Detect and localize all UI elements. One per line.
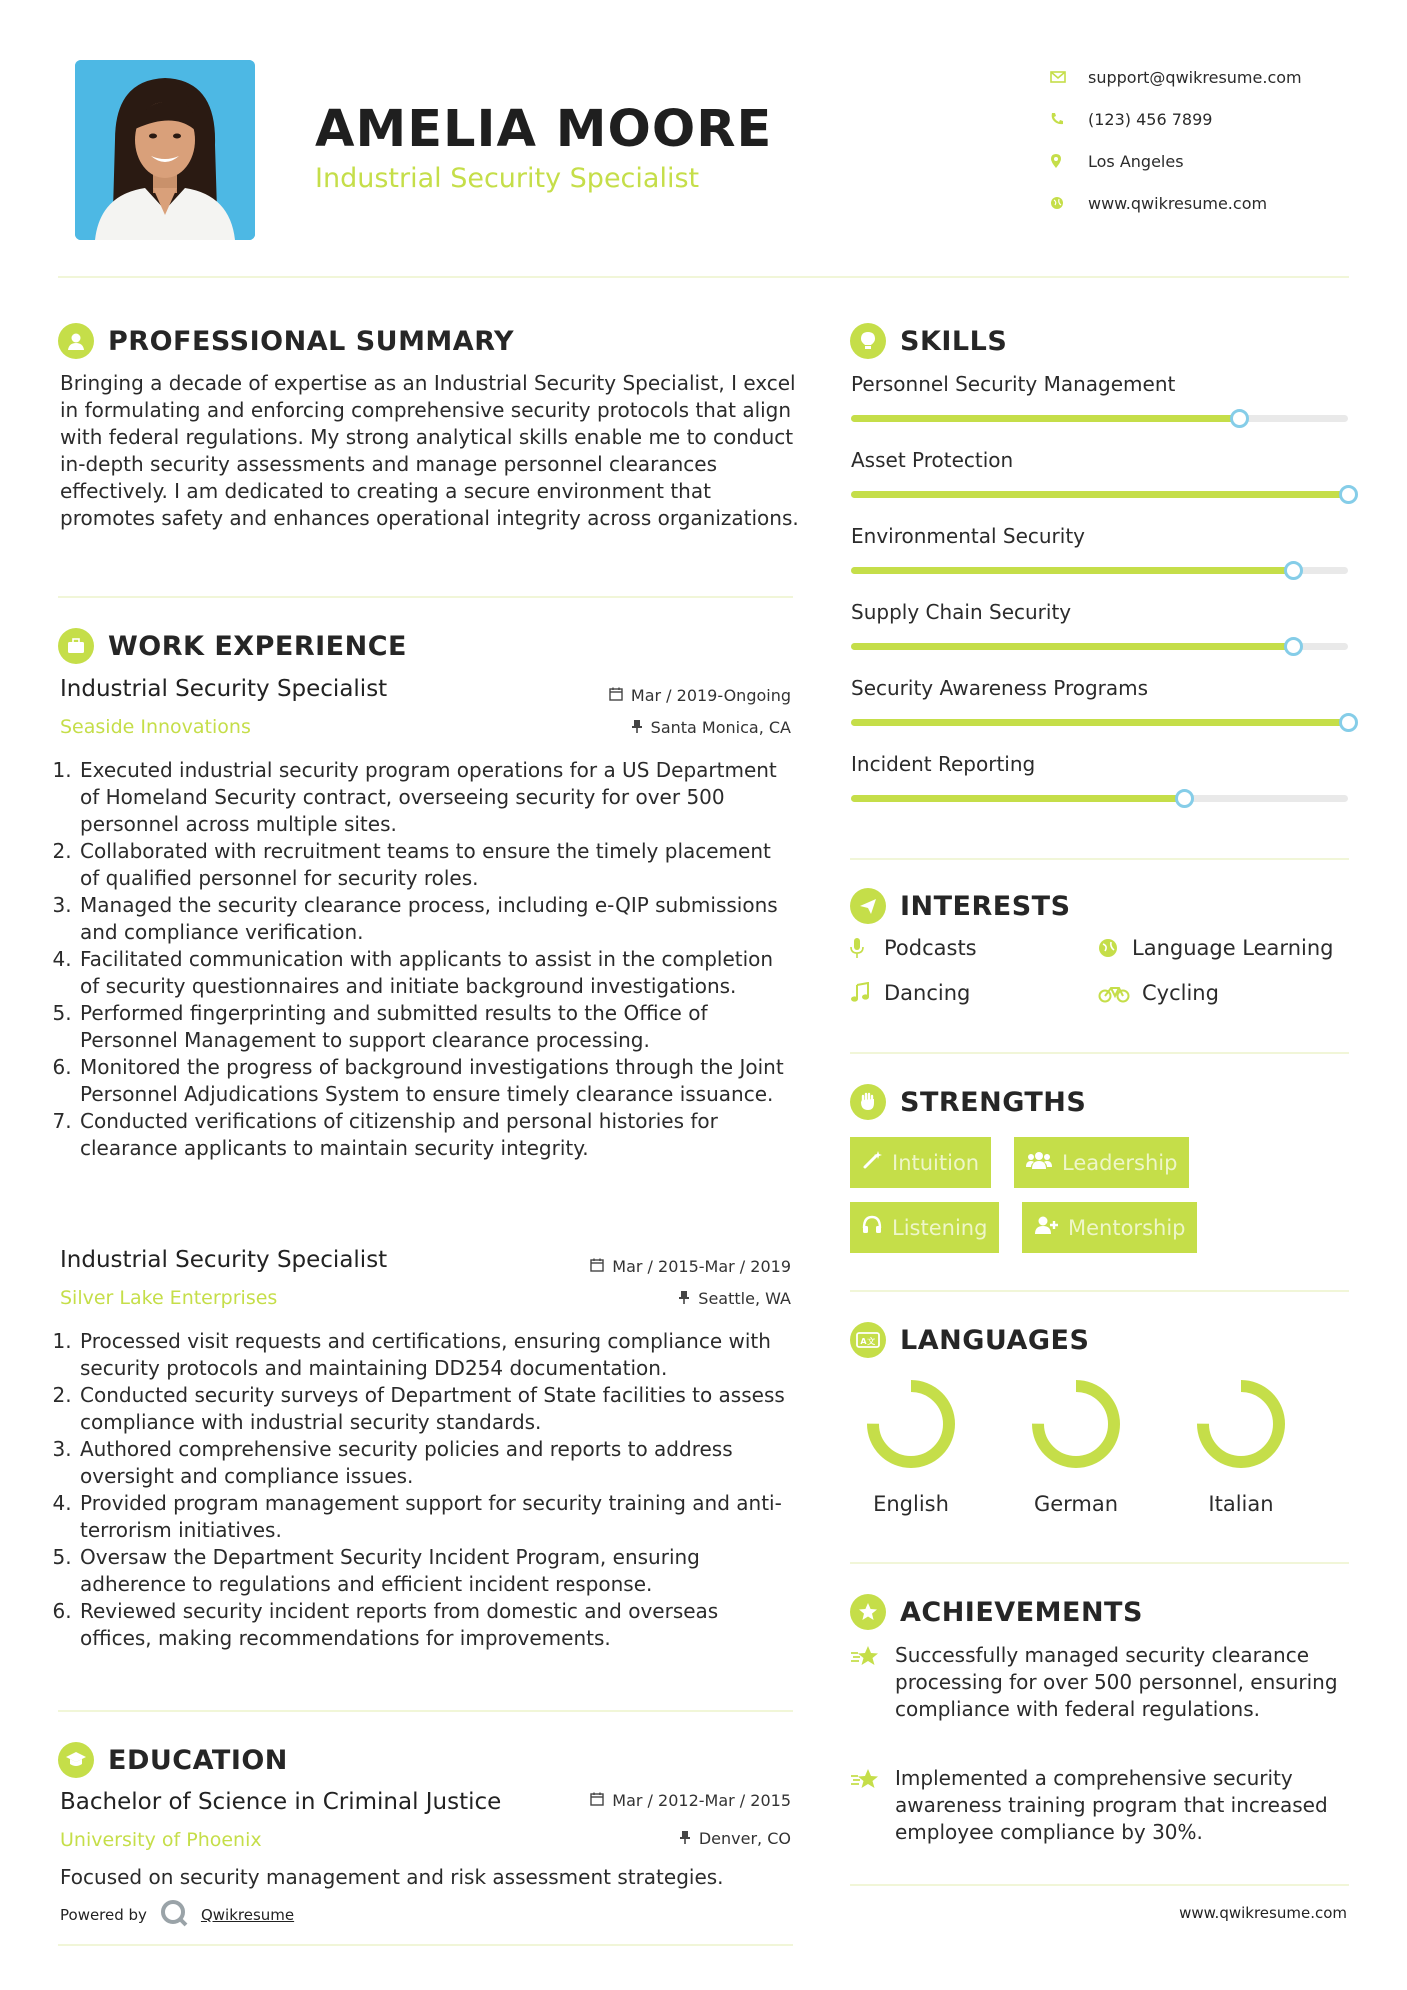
job-1-company: Seaside Innovations [60,716,251,738]
headphones-icon [862,1215,882,1240]
skill-bar [851,719,1348,726]
interests-divider [850,1052,1349,1054]
languages-heading [850,1322,1089,1358]
duty-item: 4. Provided program management support for security training and anti-terrorism initiatives. [78,1490,796,1544]
strengths-heading [850,1084,1086,1120]
microphone-icon [850,937,884,959]
user-plus-icon [1034,1215,1058,1240]
contact-phone-text: (123) 456 7899 [1088,109,1213,129]
strength-mentorship [1022,1202,1197,1253]
experience-heading [58,628,407,664]
skills-divider [850,858,1349,860]
job-1-location [531,718,791,737]
skill-name: Incident Reporting [851,752,1036,776]
duty-item: 1. Executed industrial security program operations for a US Department of Homeland Security contract, overseeing security for over 500 personnel across multiple sites. [78,757,796,838]
magic-wand-icon [862,1150,882,1175]
job-2-dates [511,1257,791,1276]
education-dates-text: Mar / 2012-Mar / 2015 [612,1791,791,1810]
contact-list [1050,56,1380,224]
skill-bar-knob [1284,637,1303,656]
star-icon [850,1642,895,1723]
education-dates [511,1791,791,1810]
language-ring [863,1376,959,1472]
achievement-text-1: Successfully managed security clearance processing for over 500 personnel, ensuring compliance with federal regulations. [895,1643,1338,1721]
education-title: EDUCATION [108,1744,288,1776]
candidate-role: Industrial Security Specialist [315,163,700,194]
strength-listening-label: Listening [892,1215,988,1240]
skill-bar-fill [851,567,1293,574]
duty-item: 6. Reviewed security incident reports from domestic and overseas offices, making recommendations for improvements. [78,1598,796,1652]
interest-cycling-label: Cycling [1142,981,1219,1005]
duty-item: 4. Facilitated communication with applicants to assist in the completion of security questionnaires and initiate background investigations. [78,946,796,1000]
interest-dancing-label: Dancing [884,981,971,1005]
job-2-location [531,1289,791,1308]
language-ring-arc [1203,1386,1279,1462]
star-icon [850,1765,895,1846]
education-description: Focused on security management and risk assessment strategies. [60,1865,724,1889]
skill-bar-fill [851,415,1239,422]
summary-text: Bringing a decade of expertise as an Industrial Security Specialist, I excel in formulating and enforcing comprehensive security protocols that align with federal regulations. My strong analytical skills enable me to conduct in-depth security assessments and manage personnel clearances effectively. I am dedicated to creating a secure environment that promotes safety and enhances operational integrity across organizations. [60,371,799,530]
strength-leadership [1014,1137,1189,1188]
strength-listening [850,1202,999,1253]
language-name: English [873,1492,949,1516]
job-1-duties [56,757,796,1162]
strength-intuition [850,1137,991,1188]
skill-bar-fill [851,719,1348,726]
contact-email[interactable] [1050,56,1380,98]
language-name: German [1033,1492,1119,1516]
skill-bar-fill [851,795,1184,802]
job-2-company: Silver Lake Enterprises [60,1287,278,1309]
language-item [856,1376,966,1516]
contact-location-text: Los Angeles [1088,151,1184,171]
duty-item: 5. Performed fingerprinting and submitted results to the Office of Personnel Management to support clearance processing. [78,1000,796,1054]
phone-icon [1050,112,1088,126]
summary-divider [58,596,793,598]
experience-divider [58,1710,793,1712]
interests-heading [850,888,1071,924]
powered-by-label: Powered by [60,1906,147,1924]
achievement-item-1 [850,1642,1350,1723]
job-1-dates-text: Mar / 2019-Ongoing [630,686,791,705]
contact-location [1050,140,1380,182]
pin-icon [679,1829,691,1848]
interests-title: INTERESTS [900,890,1071,922]
music-note-icon [850,982,884,1004]
pin-icon [631,718,643,737]
graduation-cap-icon [58,1742,94,1778]
education-heading [58,1742,288,1778]
svg-text:A文: A文 [860,1337,876,1346]
job-2-location-text: Seattle, WA [698,1289,791,1308]
strength-leadership-label: Leadership [1062,1150,1178,1175]
duty-item: 2. Conducted security surveys of Department of State facilities to assess compliance with industrial security standards. [78,1382,796,1436]
hand-icon [850,1084,886,1120]
strengths-divider [850,1290,1349,1292]
language-name: Italian [1208,1492,1274,1516]
achievements-divider [850,1884,1349,1886]
interest-cycling [1098,981,1219,1005]
skill-bar [851,643,1348,650]
skill-bar-knob [1230,409,1249,428]
envelope-icon [1050,71,1088,83]
briefcase-icon [58,628,94,664]
interest-language-learning [1098,936,1333,960]
education-school: University of Phoenix [60,1829,262,1851]
education-location-text: Denver, CO [698,1829,791,1848]
language-ring [1193,1376,1289,1472]
portrait-illustration [75,60,255,240]
job-1-dates [531,686,791,705]
skill-bar [851,795,1348,802]
globe-icon [1098,938,1132,958]
skill-name: Asset Protection [851,448,1014,472]
star-badge-icon [850,1594,886,1630]
skill-bar [851,567,1348,574]
duty-item: 7. Conducted verifications of citizenship and personal histories for clearance applicants to maintain security integrity. [78,1108,796,1162]
contact-website-text: www.qwikresume.com [1088,193,1268,213]
contact-phone[interactable] [1050,98,1380,140]
bicycle-icon [1098,983,1142,1003]
summary-title: PROFESSIONAL SUMMARY [108,325,515,357]
language-ring [1028,1376,1124,1472]
duty-item: 3. Authored comprehensive security policies and reports to address oversight and compliance issues. [78,1436,796,1490]
skill-bar-knob [1339,485,1358,504]
skill-bar-knob [1339,713,1358,732]
achievement-text-2: Implemented a comprehensive security awareness training program that increased employee compliance by 30%. [895,1766,1328,1844]
interest-dancing [850,981,970,1005]
skill-name: Supply Chain Security [851,600,1072,624]
language-ring-arc [873,1386,949,1462]
experience-title: WORK EXPERIENCE [108,630,407,662]
achievements-heading [850,1594,1143,1630]
skills-heading [850,323,1007,359]
strengths-title: STRENGTHS [900,1086,1087,1118]
calendar-icon [590,1257,604,1276]
globe-icon [1050,196,1088,210]
duty-item: 2. Collaborated with recruitment teams to ensure the timely placement of qualified personnel for security roles. [78,838,796,892]
education-divider [58,1944,793,1946]
footer-powered-by [60,1898,294,1932]
duty-item: 1. Processed visit requests and certifications, ensuring compliance with security protocols and maintaining DD254 documentation. [78,1328,796,1382]
skill-bar-fill [851,643,1293,650]
interest-podcasts-label: Podcasts [884,936,977,960]
pin-icon [678,1289,690,1308]
education-location [531,1829,791,1848]
qwikresume-logo-icon [159,1898,189,1932]
contact-website[interactable] [1050,182,1380,224]
users-icon [1026,1150,1052,1175]
skill-bar [851,491,1348,498]
skill-bar [851,415,1348,422]
job-2-title: Industrial Security Specialist [60,1247,388,1273]
contact-email-text: support@qwikresume.com [1088,67,1302,87]
candidate-name: AMELIA MOORE [315,100,773,159]
footer-website[interactable]: www.qwikresume.com [1179,1904,1347,1922]
languages-title: LANGUAGES [900,1324,1090,1356]
calendar-icon [609,686,623,705]
header-divider [58,276,1349,278]
achievement-item-2 [850,1765,1350,1846]
skill-name: Personnel Security Management [851,372,1176,396]
language-icon [850,1322,886,1358]
strength-intuition-label: Intuition [892,1150,980,1175]
calendar-icon [590,1791,604,1810]
job-2-duties [56,1328,796,1652]
profile-photo [75,60,255,240]
skill-bar-knob [1284,561,1303,580]
skill-name: Environmental Security [851,524,1086,548]
lightbulb-icon [850,323,886,359]
user-icon [58,323,94,359]
language-ring-arc [1038,1386,1114,1462]
language-item [1021,1376,1131,1516]
interest-language-learning-label: Language Learning [1132,936,1334,960]
achievements-title: ACHIEVEMENTS [900,1596,1143,1628]
skill-bar-fill [851,491,1348,498]
languages-divider [850,1562,1349,1564]
duty-item: 6. Monitored the progress of background investigations through the Joint Personnel Adjudications System to ensure timely clearance issuance. [78,1054,796,1108]
paper-plane-icon [850,888,886,924]
map-pin-icon [1050,153,1088,169]
education-degree: Bachelor of Science in Criminal Justice [60,1789,502,1815]
duty-item: 5. Oversaw the Department Security Incident Program, ensuring adherence to regulations and efficient incident response. [78,1544,796,1598]
language-item [1186,1376,1296,1516]
job-1-location-text: Santa Monica, CA [650,718,791,737]
skill-name: Security Awareness Programs [851,676,1149,700]
skills-title: SKILLS [900,325,1008,357]
strength-mentorship-label: Mentorship [1068,1215,1186,1240]
qwikresume-link[interactable]: Qwikresume [200,1906,295,1924]
duty-item: 3. Managed the security clearance process, including e-QIP submissions and compliance verification. [78,892,796,946]
job-2-dates-text: Mar / 2015-Mar / 2019 [612,1257,791,1276]
interest-podcasts [850,936,977,960]
summary-heading [58,323,514,359]
skill-bar-knob [1175,789,1194,808]
job-1-title: Industrial Security Specialist [60,676,388,702]
